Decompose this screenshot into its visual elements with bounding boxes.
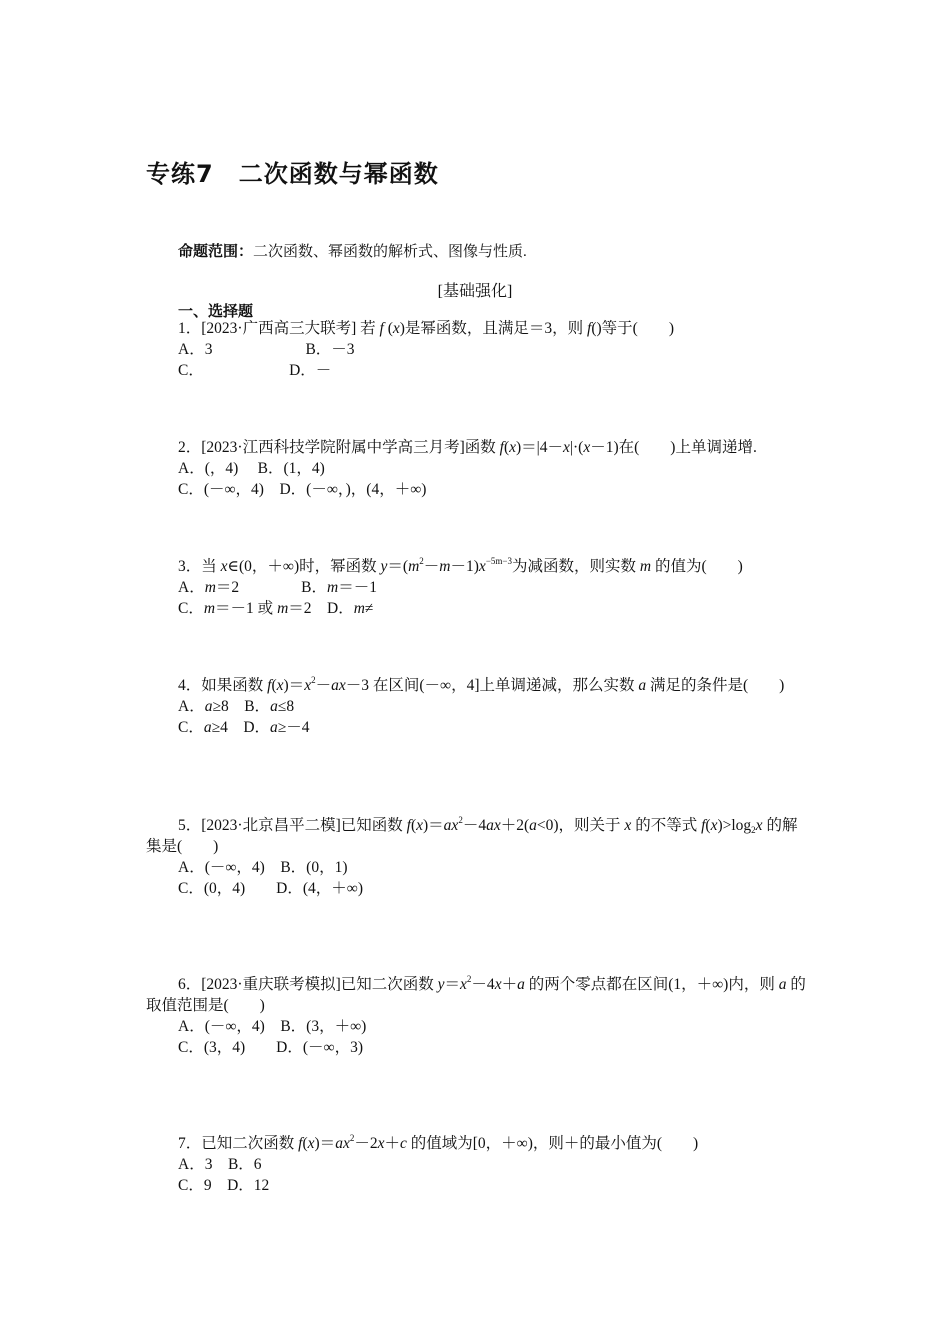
option-row: C． D．－	[178, 362, 332, 379]
option-row: A．(－∞，4) B．(3，＋∞)	[178, 1018, 367, 1035]
option-row: A．3 B．6	[178, 1156, 262, 1173]
question-type-heading: 一、选择题	[178, 302, 254, 320]
option-row: A．a≥8 B．a≤8	[178, 698, 295, 715]
page-title: 专练7 二次函数与幂函数	[146, 160, 439, 188]
question-stem: 2．[2023·江西科技学院附属中学高三月考]函数 f(x)＝|4－x|·(x－1)在( )上单调递增.	[178, 439, 757, 456]
scope-text: 二次函数、幂函数的解析式、图像与性质.	[253, 244, 527, 260]
scope-label: 命题范围：	[178, 242, 254, 260]
option-row: C．9 D．12	[178, 1177, 270, 1194]
option-row: A．(－∞，4) B．(0，1)	[178, 859, 348, 876]
option-row: C．(－∞，4) D．(－∞，)，(4，＋∞)	[178, 481, 427, 498]
question-1	[146, 318, 811, 381]
section-heading: [基础强化]	[437, 283, 513, 300]
option-row: A．(，4) B．(1，4)	[178, 460, 325, 477]
option-row: C．m＝－1 或 m＝2 D．m≠	[178, 600, 374, 617]
question-3	[146, 556, 811, 619]
scope-line	[178, 240, 527, 261]
question-stem: 4．如果函数 $f(x)=x^2-ax-3$ 在区间(－∞，4]上单调递减，那么实数 a 满足的条件是( )	[178, 675, 785, 694]
question-stem: 5．[2023·北京昌平二模]已知函数 $f(x)=ax^2-4ax+2(a<0)$，则关于 x 的不等式 $f(x)>\log_2x$ 的解集是( )	[146, 815, 798, 855]
question-stem: 6．[2023·重庆联考模拟]已知二次函数 $y=x^2-4x+a$ 的两个零点都在区间(1，＋∞)内，则 a 的取值范围是( )	[146, 974, 806, 1014]
question-4	[146, 675, 811, 738]
option-row: C．a≥4 D．a≥－4	[178, 719, 310, 736]
question-6	[146, 974, 811, 1058]
option-row: A．m＝2 B．m＝－1	[178, 579, 377, 596]
option-row: C．(0，4) D．(4，＋∞)	[178, 880, 363, 897]
question-stem: 3．当 x∈(0，＋∞)时，幂函数 $y=(m^2-m-1)x^{-5m-3}$为减函数，则实数 m 的值为( )	[178, 556, 743, 575]
option-row: C．(3，4) D．(－∞，3)	[178, 1039, 363, 1056]
question-2	[146, 437, 811, 500]
question-7	[146, 1133, 811, 1196]
question-stem: 7．已知二次函数 $f(x)=ax^2-2x+c$ 的值域为[0，＋∞)，则＋的最小值为( )	[178, 1133, 699, 1152]
option-row: A．3 B．－3	[178, 341, 355, 358]
question-stem: 1．[2023·广西高三大联考] 若 f (x)是幂函数，且满足＝3，则 f()等于( )	[178, 320, 675, 337]
question-5	[146, 815, 811, 899]
